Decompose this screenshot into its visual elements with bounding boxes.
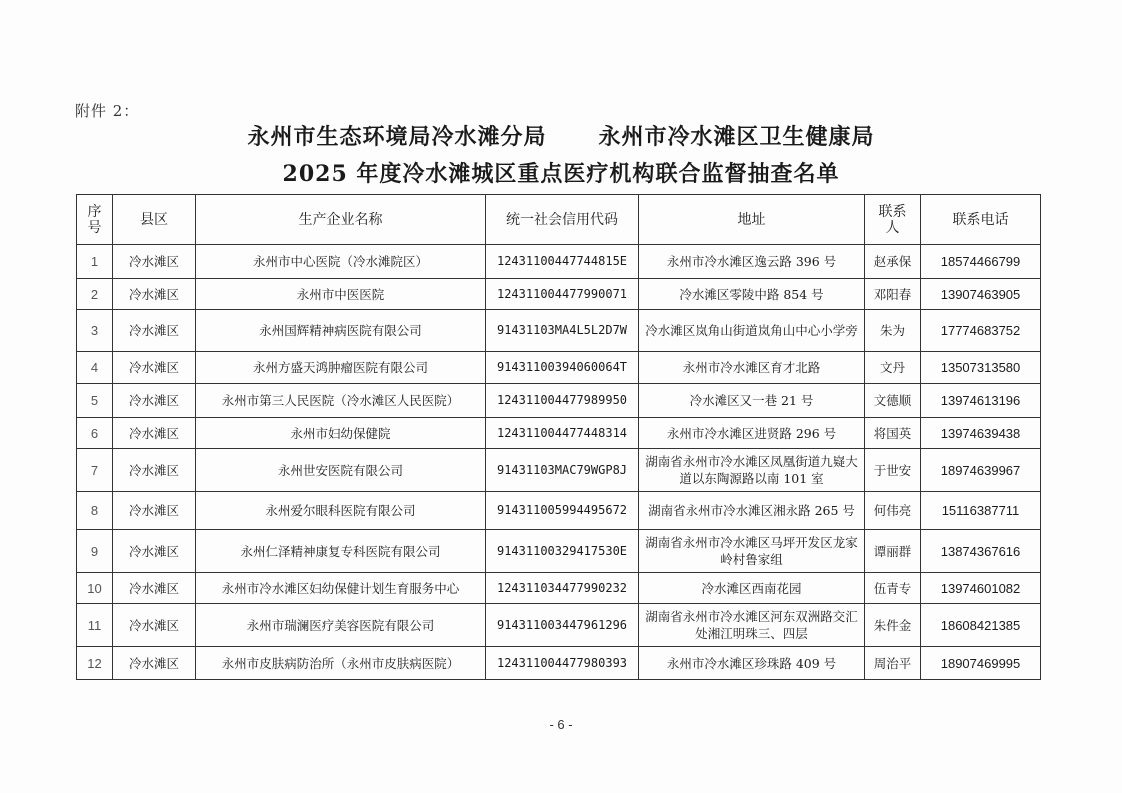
- header-contact: 联系人: [865, 195, 921, 245]
- cell-district: 冷水滩区: [113, 245, 196, 279]
- cell-contact: 谭丽群: [865, 530, 921, 573]
- cell-address: 湖南省永州市冷水滩区马坪开发区龙家岭村鲁家组: [639, 530, 865, 573]
- cell-institution-name: 永州仁泽精神康复专科医院有限公司: [196, 530, 486, 573]
- cell-credit-code: 91431100394060064T: [486, 352, 639, 384]
- cell-district: 冷水滩区: [113, 352, 196, 384]
- document-title-line1: 永州市生态环境局冷水滩分局 永州市冷水滩区卫生健康局: [247, 124, 875, 150]
- cell-phone: 13974639438: [921, 418, 1041, 449]
- cell-contact: 文德顺: [865, 384, 921, 418]
- table-row: [77, 492, 1041, 530]
- cell-address: 湖南省永州市冷水滩区湘永路 265 号: [639, 492, 865, 530]
- cell-seq: 5: [77, 384, 113, 418]
- cell-credit-code: 914311003447961296: [486, 604, 639, 647]
- table-row: [77, 352, 1041, 384]
- cell-district: 冷水滩区: [113, 384, 196, 418]
- cell-institution-name: 永州市冷水滩区妇幼保健计划生育服务中心: [196, 573, 486, 604]
- cell-address: 湖南省永州市冷水滩区凤凰街道九嶷大道以东陶源路以南 101 室: [639, 449, 865, 492]
- table-row: [77, 573, 1041, 604]
- table-row: [77, 310, 1041, 352]
- cell-institution-name: 永州爱尔眼科医院有限公司: [196, 492, 486, 530]
- cell-address: 永州市冷水滩区逸云路 396 号: [639, 245, 865, 279]
- cell-district: 冷水滩区: [113, 492, 196, 530]
- cell-credit-code: 91431103MAC79WGP8J: [486, 449, 639, 492]
- cell-credit-code: 124311004477980393: [486, 647, 639, 680]
- cell-district: 冷水滩区: [113, 449, 196, 492]
- cell-institution-name: 永州市中医医院: [196, 279, 486, 310]
- cell-contact: 周治平: [865, 647, 921, 680]
- header-seq: 序号: [77, 195, 113, 245]
- cell-address: 湖南省永州市冷水滩区河东双洲路交汇处湘江明珠三、四层: [639, 604, 865, 647]
- table-row: [77, 245, 1041, 279]
- cell-seq: 1: [77, 245, 113, 279]
- table-row: [77, 530, 1041, 573]
- cell-phone: 18574466799: [921, 245, 1041, 279]
- cell-institution-name: 永州国辉精神病医院有限公司: [196, 310, 486, 352]
- cell-phone: 18608421385: [921, 604, 1041, 647]
- cell-address: 永州市冷水滩区进贤路 296 号: [639, 418, 865, 449]
- cell-institution-name: 永州市瑞澜医疗美容医院有限公司: [196, 604, 486, 647]
- table-row: [77, 449, 1041, 492]
- cell-seq: 9: [77, 530, 113, 573]
- table-row: [77, 647, 1041, 680]
- cell-contact: 邓阳春: [865, 279, 921, 310]
- cell-credit-code: 12431100447744815E: [486, 245, 639, 279]
- header-credit-code: 统一社会信用代码: [486, 195, 639, 245]
- cell-phone: 18907469995: [921, 647, 1041, 680]
- cell-institution-name: 永州市第三人民医院（冷水滩区人民医院）: [196, 384, 486, 418]
- table-header-row: [77, 195, 1041, 245]
- cell-seq: 6: [77, 418, 113, 449]
- cell-address: 冷水滩区西南花园: [639, 573, 865, 604]
- cell-district: 冷水滩区: [113, 604, 196, 647]
- document-title-line2: 2025 年度冷水滩城区重点医疗机构联合监督抽查名单: [282, 161, 840, 187]
- cell-seq: 10: [77, 573, 113, 604]
- table-row: [77, 279, 1041, 310]
- cell-contact: 文丹: [865, 352, 921, 384]
- cell-phone: 17774683752: [921, 310, 1041, 352]
- cell-credit-code: 91431100329417530E: [486, 530, 639, 573]
- inspection-roster-table: [76, 194, 1041, 680]
- cell-contact: 将国英: [865, 418, 921, 449]
- header-name: 生产企业名称: [196, 195, 486, 245]
- cell-seq: 3: [77, 310, 113, 352]
- cell-address: 冷水滩区岚角山街道岚角山中心小学旁: [639, 310, 865, 352]
- header-district: 县区: [113, 195, 196, 245]
- cell-seq: 11: [77, 604, 113, 647]
- cell-seq: 2: [77, 279, 113, 310]
- cell-address: 冷水滩区又一巷 21 号: [639, 384, 865, 418]
- cell-address: 冷水滩区零陵中路 854 号: [639, 279, 865, 310]
- cell-district: 冷水滩区: [113, 647, 196, 680]
- cell-credit-code: 124311004477990071: [486, 279, 639, 310]
- cell-seq: 12: [77, 647, 113, 680]
- cell-institution-name: 永州市中心医院（冷水滩院区）: [196, 245, 486, 279]
- cell-district: 冷水滩区: [113, 573, 196, 604]
- cell-contact: 于世安: [865, 449, 921, 492]
- cell-credit-code: 914311005994495672: [486, 492, 639, 530]
- cell-institution-name: 永州方盛天鸿肿瘤医院有限公司: [196, 352, 486, 384]
- page-number: - 6 -: [549, 717, 573, 732]
- cell-phone: 18974639967: [921, 449, 1041, 492]
- table-row: [77, 604, 1041, 647]
- cell-phone: 13507313580: [921, 352, 1041, 384]
- cell-seq: 8: [77, 492, 113, 530]
- cell-contact: 朱件金: [865, 604, 921, 647]
- cell-phone: 15116387711: [921, 492, 1041, 530]
- cell-address: 永州市冷水滩区珍珠路 409 号: [639, 647, 865, 680]
- cell-institution-name: 永州世安医院有限公司: [196, 449, 486, 492]
- cell-credit-code: 124311004477448314: [486, 418, 639, 449]
- cell-phone: 13974601082: [921, 573, 1041, 604]
- cell-district: 冷水滩区: [113, 310, 196, 352]
- cell-phone: 13874367616: [921, 530, 1041, 573]
- cell-seq: 7: [77, 449, 113, 492]
- cell-credit-code: 124311034477990232: [486, 573, 639, 604]
- cell-contact: 何伟亮: [865, 492, 921, 530]
- cell-district: 冷水滩区: [113, 418, 196, 449]
- header-address: 地址: [639, 195, 865, 245]
- cell-seq: 4: [77, 352, 113, 384]
- table-row: [77, 384, 1041, 418]
- cell-institution-name: 永州市皮肤病防治所（永州市皮肤病医院）: [196, 647, 486, 680]
- attachment-label: 附件 2：: [75, 102, 140, 120]
- cell-district: 冷水滩区: [113, 279, 196, 310]
- cell-contact: 朱为: [865, 310, 921, 352]
- table-row: [77, 418, 1041, 449]
- cell-credit-code: 91431103MA4L5L2D7W: [486, 310, 639, 352]
- cell-phone: 13907463905: [921, 279, 1041, 310]
- cell-district: 冷水滩区: [113, 530, 196, 573]
- cell-contact: 伍青专: [865, 573, 921, 604]
- cell-phone: 13974613196: [921, 384, 1041, 418]
- header-phone: 联系电话: [921, 195, 1041, 245]
- cell-contact: 赵承保: [865, 245, 921, 279]
- cell-institution-name: 永州市妇幼保健院: [196, 418, 486, 449]
- cell-address: 永州市冷水滩区育才北路: [639, 352, 865, 384]
- cell-credit-code: 124311004477989950: [486, 384, 639, 418]
